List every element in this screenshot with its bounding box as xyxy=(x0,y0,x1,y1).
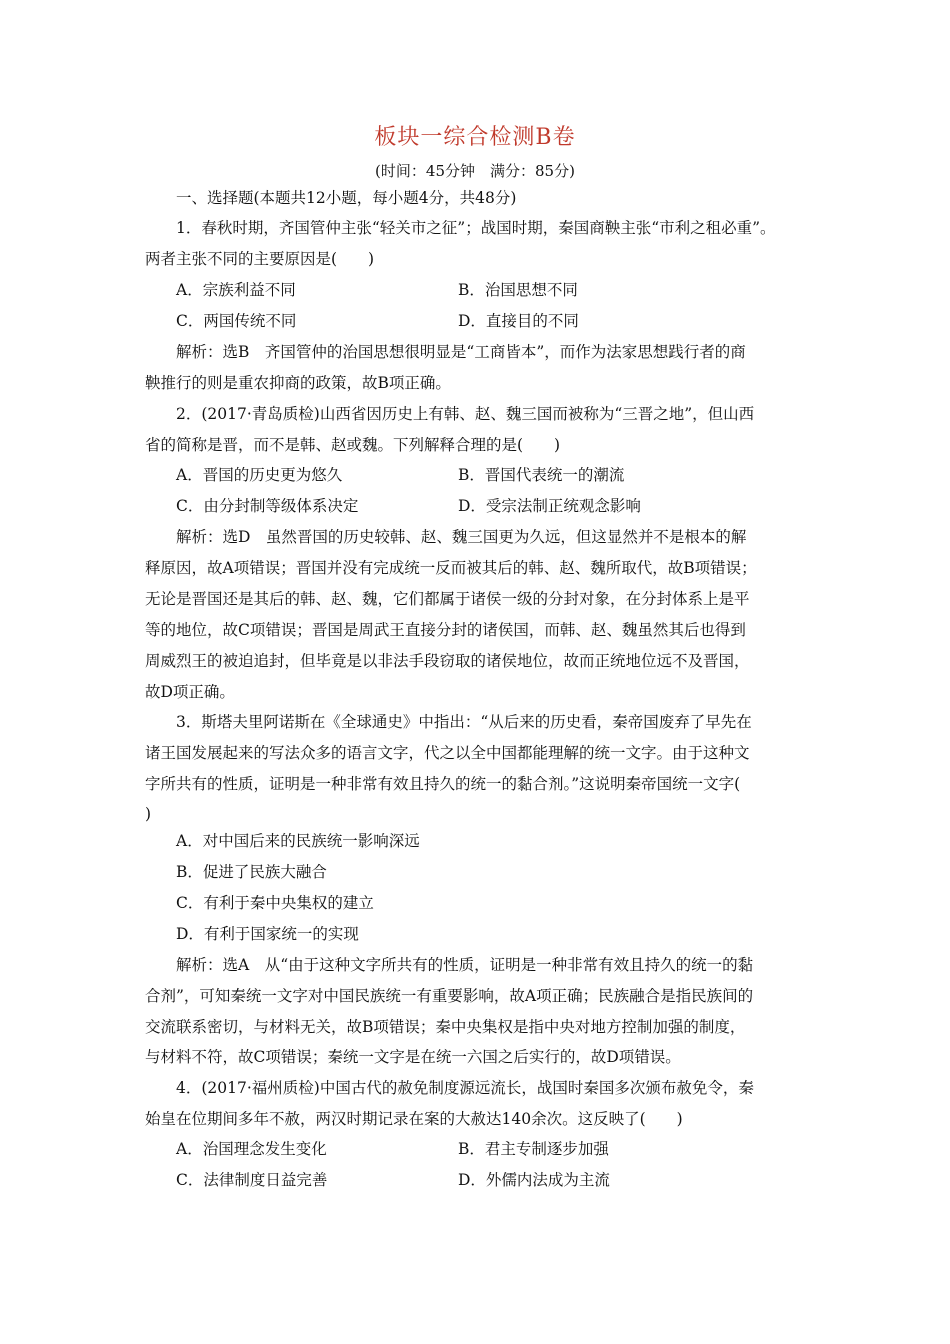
q4-option-d: D．外儒内法成为主流 xyxy=(458,1171,610,1189)
q3-option-b: B．促进了民族大融合 xyxy=(176,863,327,881)
q2-analysis-line-2: 释原因，故A项错误；晋国并没有完成统一反而被其后的韩、赵、魏所取代，故B项错误； xyxy=(145,559,757,577)
q1-stem-line-1: 1．春秋时期，齐国管仲主张“轻关市之征”；战国时期，秦国商鞅主张“市利之租必重”。 xyxy=(176,219,776,237)
q3-stem-line-1: 3．斯塔夫里阿诺斯在《全球通史》中指出：“从后来的历史看，秦帝国废弃了早先在 xyxy=(176,713,752,731)
q1-stem-line-2: 两者主张不同的主要原因是( ) xyxy=(145,250,375,268)
q4-stem-line-1: 4．(2017·福州质检)中国古代的赦免制度源远流长，战国时秦国多次颁布赦免令，秦 xyxy=(176,1079,754,1097)
q2-analysis-line-4: 等的地位，故C项错误；晋国是周武王直接分封的诸侯国，而韩、赵、魏虽然其后也得到 xyxy=(145,621,746,639)
q2-option-c: C．由分封制等级体系决定 xyxy=(176,497,359,515)
section-heading: 一、选择题(本题共12小题，每小题4分，共48分) xyxy=(176,189,517,207)
q2-analysis-line-3: 无论是晋国还是其后的韩、赵、魏，它们都属于诸侯一级的分封对象，在分封体系上是平 xyxy=(145,590,750,608)
q1-analysis-line-1: 解析：选B 齐国管仲的治国思想很明显是“工商皆本”，而作为法家思想践行者的商 xyxy=(176,343,746,361)
q2-option-d: D．受宗法制正统观念影响 xyxy=(458,497,641,515)
q2-option-a: A．晋国的历史更为悠久 xyxy=(176,466,343,484)
q4-option-a: A．治国理念发生变化 xyxy=(176,1140,327,1158)
q2-analysis-line-6: 故D项正确。 xyxy=(145,683,235,701)
q1-analysis-line-2: 鞅推行的则是重农抑商的政策，故B项正确。 xyxy=(145,374,451,392)
q2-stem-line-2: 省的简称是晋，而不是韩、赵或魏。下列解释合理的是( ) xyxy=(145,436,561,454)
q4-option-c: C．法律制度日益完善 xyxy=(176,1171,328,1189)
q3-analysis-line-3: 交流联系密切，与材料无关，故B项错误；秦中央集权是指中央对地方控制加强的制度， xyxy=(145,1018,746,1036)
q3-option-c: C．有利于秦中央集权的建立 xyxy=(176,894,374,912)
q2-option-b: B．晋国代表统一的潮流 xyxy=(458,466,625,484)
q1-option-a: A．宗族利益不同 xyxy=(176,281,296,299)
q4-option-b: B．君主专制逐步加强 xyxy=(458,1140,609,1158)
page-title: 板块一综合检测B卷 xyxy=(374,125,576,150)
q3-option-d: D．有利于国家统一的实现 xyxy=(176,925,359,943)
q4-stem-line-2: 始皇在位期间多年不赦，两汉时期记录在案的大赦达140余次。这反映了( ) xyxy=(145,1110,683,1128)
q1-option-d: D．直接目的不同 xyxy=(458,312,579,330)
exam-info: (时间：45分钟 满分：85分) xyxy=(375,162,575,180)
q1-option-c: C．两国传统不同 xyxy=(176,312,297,330)
q3-option-a: A．对中国后来的民族统一影响深远 xyxy=(176,832,420,850)
q1-option-b: B．治国思想不同 xyxy=(458,281,578,299)
q2-analysis-line-5: 周威烈王的被迫追封，但毕竟是以非法手段窃取的诸侯地位，故而正统地位远不及晋国， xyxy=(145,652,750,670)
q3-analysis-line-4: 与材料不符，故C项错误；秦统一文字是在统一六国之后实行的，故D项错误。 xyxy=(145,1048,681,1066)
q3-stem-line-4: ) xyxy=(145,805,152,823)
q3-analysis-line-1: 解析：选A 从“由于这种文字所共有的性质，证明是一种非常有效且持久的统一的黏 xyxy=(176,956,754,974)
q3-stem-line-3: 字所共有的性质，证明是一种非常有效且持久的统一的黏合剂。”这说明秦帝国统一文字( xyxy=(145,775,741,793)
q3-analysis-line-2: 合剂”，可知秦统一文字对中国民族统一有重要影响，故A项正确；民族融合是指民族间的 xyxy=(145,987,754,1005)
q2-analysis-line-1: 解析：选D 虽然晋国的历史较韩、赵、魏三国更为久远，但这显然并不是根本的解 xyxy=(176,528,747,546)
q2-stem-line-1: 2．(2017·青岛质检)山西省因历史上有韩、赵、魏三国而被称为“三晋之地”，但山西 xyxy=(176,405,755,423)
q3-stem-line-2: 诸王国发展起来的写法众多的语言文字，代之以全中国都能理解的统一文字。由于这种文 xyxy=(145,744,750,762)
